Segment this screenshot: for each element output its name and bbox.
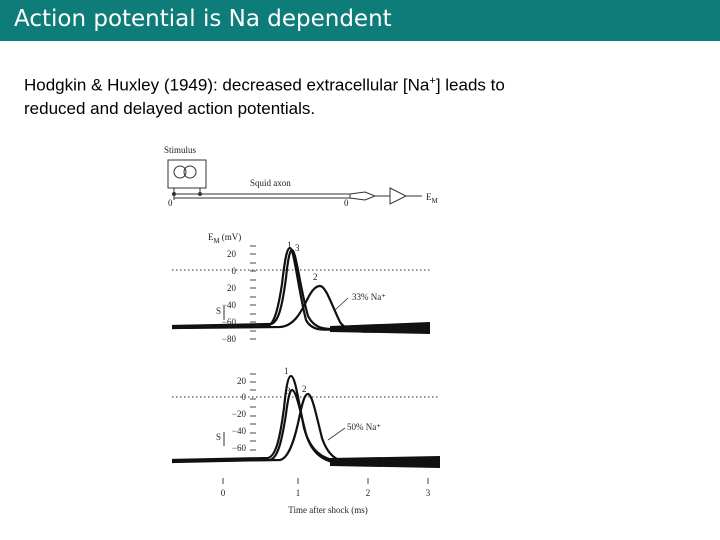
stimulus-label: Stimulus <box>164 145 197 155</box>
top-curve-label-3: 3 <box>295 243 300 253</box>
top-yticks <box>222 249 237 344</box>
body-line2: reduced and delayed action potentials. <box>24 98 316 118</box>
bottom-curve-label-3: 3 <box>286 386 291 396</box>
top-ytick: −60 <box>221 317 236 327</box>
y-axis-label: $E_M$ (mV) <box>208 232 242 245</box>
top-ytick: 0 <box>231 266 236 276</box>
bottom-curve-label-2: 2 <box>302 384 307 394</box>
title-bar <box>0 0 720 41</box>
apparatus-schematic <box>164 145 439 208</box>
top-curve-label-2: 2 <box>313 272 318 282</box>
bottom-trace-3 <box>172 390 440 463</box>
bottom-ytick: −60 <box>231 443 246 453</box>
x-tick: 2 <box>365 488 371 498</box>
slide-body <box>24 70 664 120</box>
stimulator-box <box>168 160 206 188</box>
top-ytick: −40 <box>221 300 236 310</box>
axon-label: Squid axon <box>250 178 291 188</box>
top-ytick: −80 <box>221 334 236 344</box>
hodgkin-huxley-figure <box>150 138 450 518</box>
amplifier-triangle <box>390 188 406 204</box>
bottom-yticks <box>232 376 247 453</box>
top-curve-label-1: 1 <box>287 240 292 250</box>
electrode <box>350 192 375 200</box>
top-panel <box>172 240 430 344</box>
bottom-trace-tail <box>330 456 440 468</box>
x-tick: 3 <box>425 488 431 498</box>
top-trace-1 <box>172 250 430 329</box>
top-stimulus-mark: S <box>216 306 222 316</box>
svg-text:0: 0 <box>344 198 349 208</box>
bottom-curve-label-1: 1 <box>284 366 289 376</box>
bottom-tick-marks <box>250 374 256 458</box>
bottom-ytick: −20 <box>231 409 246 419</box>
x-axis-label: Time after shock (ms) <box>288 505 368 515</box>
x-tick: 1 <box>295 488 301 498</box>
top-ytick: 20 <box>227 249 236 259</box>
bottom-condition-label: 50% Na⁺ <box>347 422 381 432</box>
bottom-trace-2 <box>172 394 440 463</box>
x-tick: 0 <box>220 488 226 498</box>
em-label: $E_M$ <box>426 192 438 205</box>
bottom-panel <box>172 366 440 468</box>
top-trace-tail <box>330 322 430 334</box>
top-condition-label: 33% Na⁺ <box>352 292 386 302</box>
top-ytick: 20 <box>227 283 236 293</box>
slide-title: Action potential is Na dependent <box>14 6 392 32</box>
x-axis <box>221 478 431 515</box>
body-line1-post: ] leads to <box>435 75 505 95</box>
svg-text:0: 0 <box>168 198 173 208</box>
bottom-ytick: −40 <box>231 426 246 436</box>
bottom-ytick: 20 <box>237 376 246 386</box>
body-sup: + <box>429 75 436 87</box>
body-line1-pre: Hodgkin & Huxley (1949): decreased extracellular [Na <box>24 75 430 95</box>
bottom-stimulus-mark: S <box>216 432 222 442</box>
bottom-ytick: 0 <box>241 392 246 402</box>
